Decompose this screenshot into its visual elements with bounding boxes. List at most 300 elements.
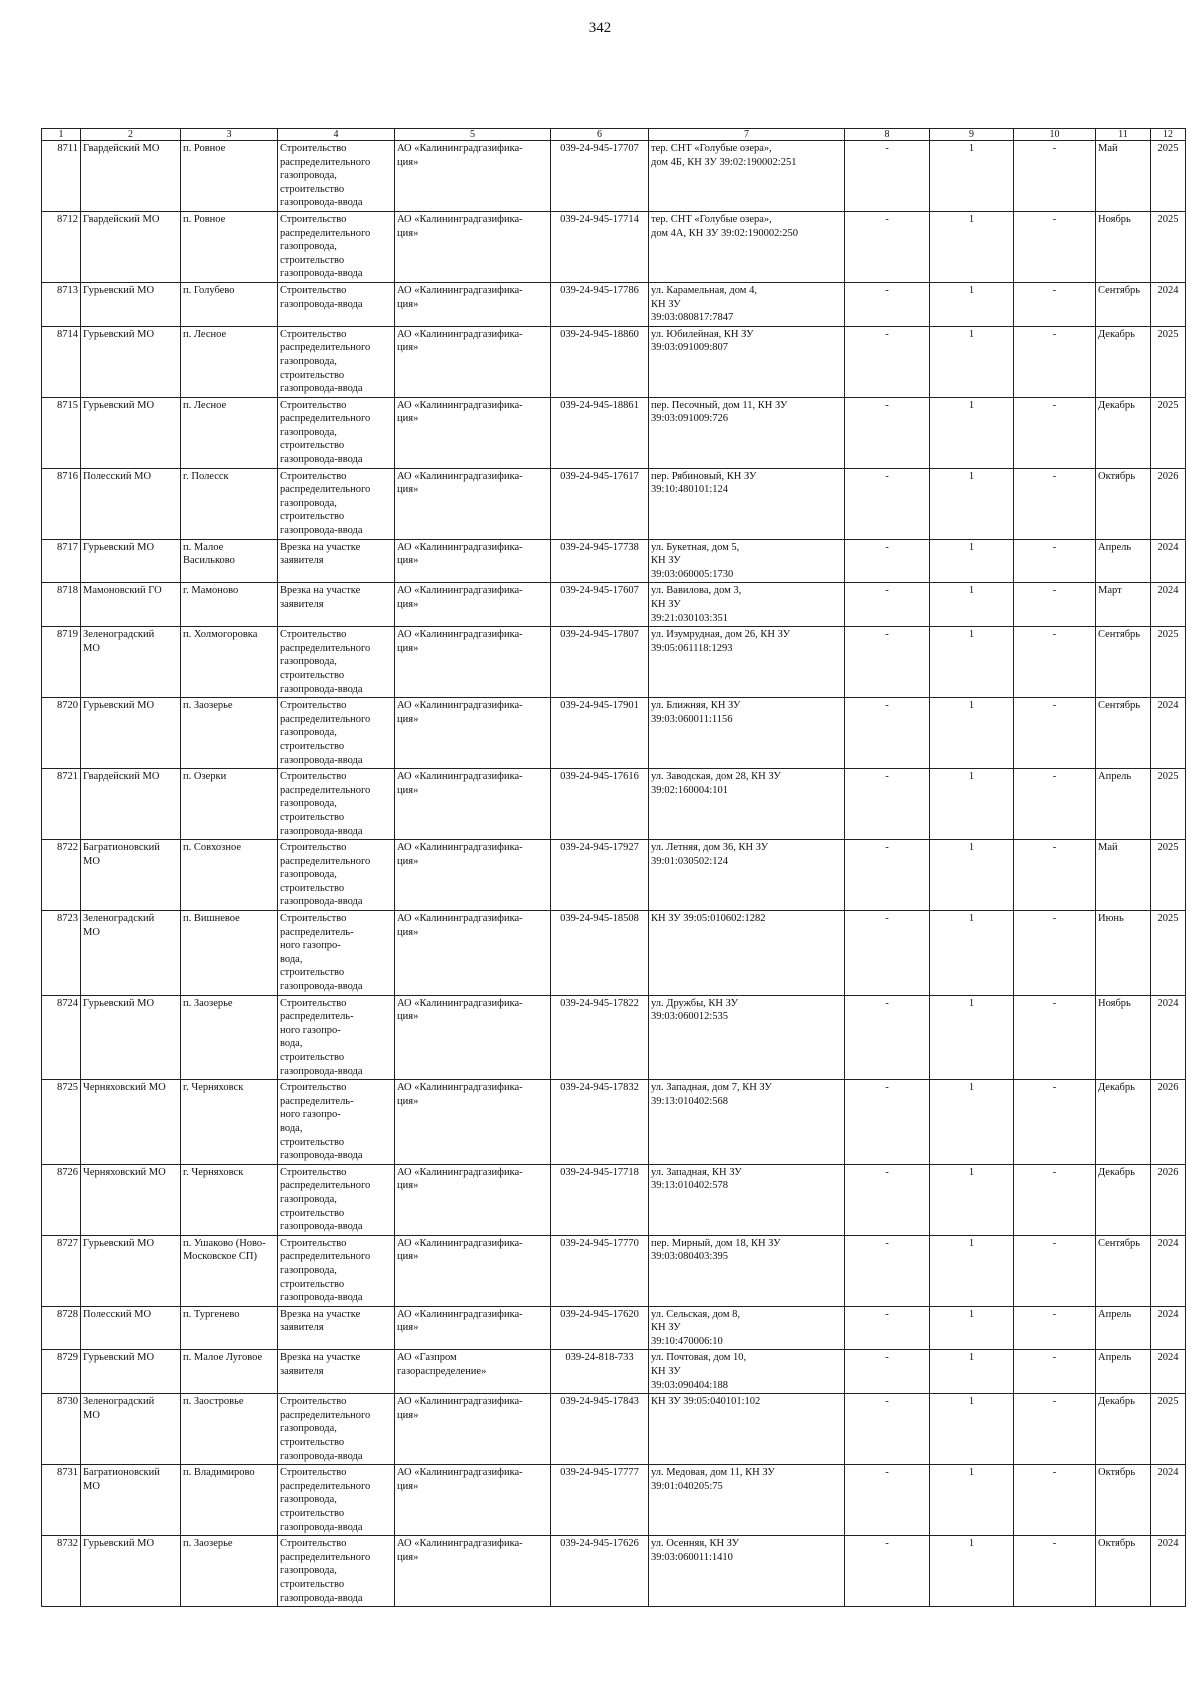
work-type: Врезка на участке заявителя [278, 539, 395, 583]
row-number: 8720 [42, 698, 81, 769]
year: 2025 [1151, 769, 1186, 840]
address: ул. Букетная, дом 5, КН ЗУ 39:03:060005:1730 [649, 539, 845, 583]
application-number: 039-24-945-17707 [551, 141, 649, 212]
column-8-value: - [845, 468, 930, 539]
settlement: п. Тургенево [181, 1306, 278, 1350]
address: ул. Карамельная, дом 4, КН ЗУ 39:03:080817:7847 [649, 282, 845, 326]
month: Ноябрь [1096, 211, 1151, 282]
application-number: 039-24-945-18860 [551, 326, 649, 397]
column-9-value: 1 [930, 1465, 1014, 1536]
column-8-value: - [845, 1164, 930, 1235]
municipality: Гвардейский МО [81, 211, 181, 282]
month: Декабрь [1096, 397, 1151, 468]
table-row [42, 769, 1186, 840]
year: 2026 [1151, 468, 1186, 539]
row-number: 8730 [42, 1394, 81, 1465]
municipality: Гурьевский МО [81, 1350, 181, 1394]
table-row [42, 995, 1186, 1080]
organization: АО «Калининградгазифика- ция» [395, 211, 551, 282]
application-number: 039-24-945-17807 [551, 627, 649, 698]
column-9-value: 1 [930, 282, 1014, 326]
address: ул. Медовая, дом 11, КН ЗУ 39:01:040205:75 [649, 1465, 845, 1536]
row-number: 8728 [42, 1306, 81, 1350]
column-9-value: 1 [930, 1350, 1014, 1394]
column-9-value: 1 [930, 468, 1014, 539]
column-8-value: - [845, 397, 930, 468]
month: Октябрь [1096, 1536, 1151, 1607]
table-row [42, 1350, 1186, 1394]
table-row [42, 1536, 1186, 1607]
address: пер. Рябиновый, КН ЗУ 39:10:480101:124 [649, 468, 845, 539]
row-number: 8716 [42, 468, 81, 539]
municipality: Гурьевский МО [81, 698, 181, 769]
work-type: Строительство распределительного газопровода, строительство газопровода-ввода [278, 141, 395, 212]
organization: АО «Калининградгазифика- ция» [395, 1536, 551, 1607]
settlement: п. Ушаково (Ново- Московское СП) [181, 1235, 278, 1306]
column-9-value: 1 [930, 995, 1014, 1080]
address: ул. Западная, КН ЗУ 39:13:010402:578 [649, 1164, 845, 1235]
year: 2025 [1151, 1394, 1186, 1465]
row-number: 8714 [42, 326, 81, 397]
organization: АО «Газпром газораспределение» [395, 1350, 551, 1394]
column-10-value: - [1014, 1164, 1096, 1235]
work-type: Строительство распределитель- ного газопро- вода, строительство газопровода-ввода [278, 911, 395, 996]
organization: АО «Калининградгазифика- ция» [395, 326, 551, 397]
month: Июнь [1096, 911, 1151, 996]
column-number: 1 [42, 129, 81, 141]
application-number: 039-24-945-17786 [551, 282, 649, 326]
settlement: п. Лесное [181, 326, 278, 397]
settlement: г. Черняховск [181, 1164, 278, 1235]
row-number: 8724 [42, 995, 81, 1080]
column-10-value: - [1014, 769, 1096, 840]
municipality: Гурьевский МО [81, 282, 181, 326]
settlement: г. Черняховск [181, 1080, 278, 1165]
column-9-value: 1 [930, 627, 1014, 698]
application-number: 039-24-945-17901 [551, 698, 649, 769]
organization: АО «Калининградгазифика- ция» [395, 911, 551, 996]
address: ул. Почтовая, дом 10, КН ЗУ 39:03:090404:188 [649, 1350, 845, 1394]
work-type: Строительство распределитель- ного газопро- вода, строительство газопровода-ввода [278, 1080, 395, 1165]
row-number: 8727 [42, 1235, 81, 1306]
work-type: Строительство распределительного газопровода, строительство газопровода-ввода [278, 698, 395, 769]
table-row [42, 1394, 1186, 1465]
column-number-row [42, 129, 1186, 141]
column-9-value: 1 [930, 397, 1014, 468]
row-number: 8726 [42, 1164, 81, 1235]
month: Декабрь [1096, 1394, 1151, 1465]
settlement: п. Малое Луговое [181, 1350, 278, 1394]
application-number: 039-24-945-17777 [551, 1465, 649, 1536]
month: Март [1096, 583, 1151, 627]
column-8-value: - [845, 698, 930, 769]
municipality: Зеленоградский МО [81, 1394, 181, 1465]
month: Апрель [1096, 769, 1151, 840]
row-number: 8711 [42, 141, 81, 212]
row-number: 8731 [42, 1465, 81, 1536]
month: Апрель [1096, 1306, 1151, 1350]
organization: АО «Калининградгазифика- ция» [395, 1164, 551, 1235]
work-type: Строительство распределительного газопровода, строительство газопровода-ввода [278, 1235, 395, 1306]
column-10-value: - [1014, 282, 1096, 326]
column-9-value: 1 [930, 1306, 1014, 1350]
table-body [42, 129, 1186, 1607]
year: 2025 [1151, 627, 1186, 698]
settlement: п. Холмогоровка [181, 627, 278, 698]
column-10-value: - [1014, 1394, 1096, 1465]
organization: АО «Калининградгазифика- ция» [395, 397, 551, 468]
application-number: 039-24-945-17738 [551, 539, 649, 583]
organization: АО «Калининградгазифика- ция» [395, 627, 551, 698]
application-number: 039-24-945-18508 [551, 911, 649, 996]
column-8-value: - [845, 326, 930, 397]
application-number: 039-24-945-17770 [551, 1235, 649, 1306]
application-number: 039-24-945-17616 [551, 769, 649, 840]
column-8-value: - [845, 1394, 930, 1465]
month: Декабрь [1096, 1164, 1151, 1235]
month: Май [1096, 141, 1151, 212]
column-number: 4 [278, 129, 395, 141]
municipality: Полесский МО [81, 468, 181, 539]
column-8-value: - [845, 995, 930, 1080]
work-type: Строительство распределительного газопровода, строительство газопровода-ввода [278, 627, 395, 698]
column-number: 6 [551, 129, 649, 141]
column-10-value: - [1014, 1465, 1096, 1536]
column-10-value: - [1014, 1306, 1096, 1350]
column-number: 10 [1014, 129, 1096, 141]
organization: АО «Калининградгазифика- ция» [395, 995, 551, 1080]
municipality: Багратионовский МО [81, 1465, 181, 1536]
table-row [42, 1235, 1186, 1306]
row-number: 8717 [42, 539, 81, 583]
column-10-value: - [1014, 583, 1096, 627]
column-10-value: - [1014, 995, 1096, 1080]
column-number: 2 [81, 129, 181, 141]
month: Октябрь [1096, 468, 1151, 539]
municipality: Гурьевский МО [81, 326, 181, 397]
column-9-value: 1 [930, 698, 1014, 769]
municipality: Гурьевский МО [81, 1536, 181, 1607]
month: Апрель [1096, 1350, 1151, 1394]
organization: АО «Калининградгазифика- ция» [395, 1080, 551, 1165]
organization: АО «Калининградгазифика- ция» [395, 1394, 551, 1465]
column-8-value: - [845, 627, 930, 698]
row-number: 8721 [42, 769, 81, 840]
column-10-value: - [1014, 1235, 1096, 1306]
column-9-value: 1 [930, 911, 1014, 996]
column-9-value: 1 [930, 1235, 1014, 1306]
settlement: п. Малое Васильково [181, 539, 278, 583]
address: ул. Изумрудная, дом 26, КН ЗУ 39:05:061118:1293 [649, 627, 845, 698]
column-10-value: - [1014, 1536, 1096, 1607]
address: тер. СНТ «Голубые озера», дом 4А, КН ЗУ 39:02:190002:250 [649, 211, 845, 282]
application-number: 039-24-945-17718 [551, 1164, 649, 1235]
address: КН ЗУ 39:05:010602:1282 [649, 911, 845, 996]
year: 2024 [1151, 1536, 1186, 1607]
work-type: Строительство распределительного газопровода, строительство газопровода-ввода [278, 1394, 395, 1465]
table-row [42, 282, 1186, 326]
address: тер. СНТ «Голубые озера», дом 4Б, КН ЗУ 39:02:190002:251 [649, 141, 845, 212]
column-8-value: - [845, 1350, 930, 1394]
application-number: 039-24-818-733 [551, 1350, 649, 1394]
row-number: 8712 [42, 211, 81, 282]
organization: АО «Калининградгазифика- ция» [395, 1465, 551, 1536]
municipality: Гвардейский МО [81, 769, 181, 840]
settlement: п. Заозерье [181, 1536, 278, 1607]
column-9-value: 1 [930, 539, 1014, 583]
column-8-value: - [845, 1536, 930, 1607]
column-10-value: - [1014, 141, 1096, 212]
year: 2025 [1151, 326, 1186, 397]
row-number: 8715 [42, 397, 81, 468]
municipality: Багратионовский МО [81, 840, 181, 911]
column-8-value: - [845, 840, 930, 911]
column-10-value: - [1014, 539, 1096, 583]
row-number: 8732 [42, 1536, 81, 1607]
address: КН ЗУ 39:05:040101:102 [649, 1394, 845, 1465]
column-10-value: - [1014, 1350, 1096, 1394]
organization: АО «Калининградгазифика- ция» [395, 141, 551, 212]
work-type: Строительство распределительного газопровода, строительство газопровода-ввода [278, 769, 395, 840]
month: Ноябрь [1096, 995, 1151, 1080]
year: 2026 [1151, 1080, 1186, 1165]
column-8-value: - [845, 911, 930, 996]
month: Апрель [1096, 539, 1151, 583]
month: Сентябрь [1096, 698, 1151, 769]
year: 2025 [1151, 397, 1186, 468]
work-type: Врезка на участке заявителя [278, 1350, 395, 1394]
year: 2024 [1151, 583, 1186, 627]
month: Декабрь [1096, 1080, 1151, 1165]
work-type: Врезка на участке заявителя [278, 583, 395, 627]
address: ул. Дружбы, КН ЗУ 39:03:060012:535 [649, 995, 845, 1080]
column-number: 7 [649, 129, 845, 141]
application-number: 039-24-945-17832 [551, 1080, 649, 1165]
column-8-value: - [845, 141, 930, 212]
year: 2024 [1151, 1306, 1186, 1350]
column-number: 3 [181, 129, 278, 141]
table-row [42, 911, 1186, 996]
column-8-value: - [845, 1235, 930, 1306]
application-number: 039-24-945-17620 [551, 1306, 649, 1350]
column-9-value: 1 [930, 1164, 1014, 1235]
organization: АО «Калининградгазифика- ция» [395, 1235, 551, 1306]
municipality: Гурьевский МО [81, 397, 181, 468]
year: 2025 [1151, 211, 1186, 282]
table-row [42, 539, 1186, 583]
application-number: 039-24-945-17822 [551, 995, 649, 1080]
month: Сентябрь [1096, 1235, 1151, 1306]
address: ул. Ближняя, КН ЗУ 39:03:060011:1156 [649, 698, 845, 769]
settlement: п. Голубево [181, 282, 278, 326]
year: 2024 [1151, 1465, 1186, 1536]
column-10-value: - [1014, 911, 1096, 996]
address: ул. Вавилова, дом 3, КН ЗУ 39:21:030103:351 [649, 583, 845, 627]
page-number: 342 [588, 20, 612, 36]
column-10-value: - [1014, 840, 1096, 911]
column-9-value: 1 [930, 1536, 1014, 1607]
column-number: 5 [395, 129, 551, 141]
municipality: Гурьевский МО [81, 995, 181, 1080]
address: пер. Мирный, дом 18, КН ЗУ 39:03:080403:395 [649, 1235, 845, 1306]
column-8-value: - [845, 583, 930, 627]
application-number: 039-24-945-17607 [551, 583, 649, 627]
address: ул. Осенняя, КН ЗУ 39:03:060011:1410 [649, 1536, 845, 1607]
table-row [42, 583, 1186, 627]
month: Октябрь [1096, 1465, 1151, 1536]
table-row [42, 1465, 1186, 1536]
address: ул. Западная, дом 7, КН ЗУ 39:13:010402:568 [649, 1080, 845, 1165]
application-number: 039-24-945-17714 [551, 211, 649, 282]
column-9-value: 1 [930, 840, 1014, 911]
year: 2024 [1151, 282, 1186, 326]
column-8-value: - [845, 1306, 930, 1350]
row-number: 8729 [42, 1350, 81, 1394]
application-number: 039-24-945-17617 [551, 468, 649, 539]
column-10-value: - [1014, 627, 1096, 698]
work-type: Строительство распределительного газопровода, строительство газопровода-ввода [278, 468, 395, 539]
work-type: Строительство распределительного газопровода, строительство газопровода-ввода [278, 1164, 395, 1235]
year: 2025 [1151, 141, 1186, 212]
year: 2025 [1151, 911, 1186, 996]
organization: АО «Калининградгазифика- ция» [395, 583, 551, 627]
work-type: Строительство газопровода-ввода [278, 282, 395, 326]
year: 2024 [1151, 1235, 1186, 1306]
settlement: п. Заозерье [181, 995, 278, 1080]
row-number: 8718 [42, 583, 81, 627]
organization: АО «Калининградгазифика- ция» [395, 539, 551, 583]
settlement: п. Владимирово [181, 1465, 278, 1536]
column-8-value: - [845, 1080, 930, 1165]
organization: АО «Калининградгазифика- ция» [395, 1306, 551, 1350]
settlement: п. Ровное [181, 141, 278, 212]
table-row [42, 1080, 1186, 1165]
column-10-value: - [1014, 1080, 1096, 1165]
municipality: Гвардейский МО [81, 141, 181, 212]
organization: АО «Калининградгазифика- ция» [395, 282, 551, 326]
column-number: 9 [930, 129, 1014, 141]
column-9-value: 1 [930, 141, 1014, 212]
work-type: Строительство распределительного газопровода, строительство газопровода-ввода [278, 326, 395, 397]
work-type: Строительство распределительного газопровода, строительство газопровода-ввода [278, 1465, 395, 1536]
column-9-value: 1 [930, 583, 1014, 627]
column-9-value: 1 [930, 326, 1014, 397]
settlement: п. Ровное [181, 211, 278, 282]
organization: АО «Калининградгазифика- ция» [395, 698, 551, 769]
settlement: п. Заостровье [181, 1394, 278, 1465]
municipality: Зеленоградский МО [81, 911, 181, 996]
municipality: Черняховский МО [81, 1080, 181, 1165]
settlement: п. Вишневое [181, 911, 278, 996]
application-number: 039-24-945-17843 [551, 1394, 649, 1465]
column-9-value: 1 [930, 769, 1014, 840]
address: ул. Юбилейная, КН ЗУ 39:03:091009:807 [649, 326, 845, 397]
table-row [42, 698, 1186, 769]
year: 2024 [1151, 698, 1186, 769]
settlement: п. Озерки [181, 769, 278, 840]
column-10-value: - [1014, 326, 1096, 397]
column-number: 12 [1151, 129, 1186, 141]
row-number: 8723 [42, 911, 81, 996]
application-number: 039-24-945-17626 [551, 1536, 649, 1607]
month: Декабрь [1096, 326, 1151, 397]
column-8-value: - [845, 769, 930, 840]
organization: АО «Калининградгазифика- ция» [395, 840, 551, 911]
column-10-value: - [1014, 468, 1096, 539]
address: ул. Заводская, дом 28, КН ЗУ 39:02:160004:101 [649, 769, 845, 840]
municipality: Мамоновский ГО [81, 583, 181, 627]
year: 2025 [1151, 840, 1186, 911]
column-8-value: - [845, 539, 930, 583]
application-number: 039-24-945-18861 [551, 397, 649, 468]
column-9-value: 1 [930, 211, 1014, 282]
table-row [42, 1164, 1186, 1235]
column-10-value: - [1014, 397, 1096, 468]
column-10-value: - [1014, 698, 1096, 769]
work-type: Строительство распределительного газопровода, строительство газопровода-ввода [278, 397, 395, 468]
row-number: 8725 [42, 1080, 81, 1165]
gasification-table [41, 128, 1186, 1607]
table-row [42, 326, 1186, 397]
settlement: г. Мамоново [181, 583, 278, 627]
settlement: г. Полесск [181, 468, 278, 539]
work-type: Врезка на участке заявителя [278, 1306, 395, 1350]
table-row [42, 141, 1186, 212]
table-row [42, 211, 1186, 282]
work-type: Строительство распределитель- ного газопро- вода, строительство газопровода-ввода [278, 995, 395, 1080]
municipality: Гурьевский МО [81, 1235, 181, 1306]
column-number: 8 [845, 129, 930, 141]
column-8-value: - [845, 1465, 930, 1536]
month: Сентябрь [1096, 627, 1151, 698]
application-number: 039-24-945-17927 [551, 840, 649, 911]
address: пер. Песочный, дом 11, КН ЗУ 39:03:091009:726 [649, 397, 845, 468]
column-8-value: - [845, 282, 930, 326]
table-row [42, 627, 1186, 698]
municipality: Черняховский МО [81, 1164, 181, 1235]
table-row [42, 397, 1186, 468]
year: 2024 [1151, 539, 1186, 583]
work-type: Строительство распределительного газопровода, строительство газопровода-ввода [278, 840, 395, 911]
work-type: Строительство распределительного газопровода, строительство газопровода-ввода [278, 211, 395, 282]
column-9-value: 1 [930, 1080, 1014, 1165]
municipality: Полесский МО [81, 1306, 181, 1350]
row-number: 8719 [42, 627, 81, 698]
month: Май [1096, 840, 1151, 911]
work-type: Строительство распределительного газопровода, строительство газопровода-ввода [278, 1536, 395, 1607]
table-row [42, 468, 1186, 539]
municipality: Зеленоградский МО [81, 627, 181, 698]
column-8-value: - [845, 211, 930, 282]
settlement: п. Лесное [181, 397, 278, 468]
organization: АО «Калининградгазифика- ция» [395, 769, 551, 840]
row-number: 8722 [42, 840, 81, 911]
municipality: Гурьевский МО [81, 539, 181, 583]
year: 2024 [1151, 995, 1186, 1080]
address: ул. Сельская, дом 8, КН ЗУ 39:10:470006:10 [649, 1306, 845, 1350]
column-10-value: - [1014, 211, 1096, 282]
table-row [42, 1306, 1186, 1350]
row-number: 8713 [42, 282, 81, 326]
month: Сентябрь [1096, 282, 1151, 326]
address: ул. Летняя, дом 36, КН ЗУ 39:01:030502:124 [649, 840, 845, 911]
settlement: п. Совхозное [181, 840, 278, 911]
year: 2026 [1151, 1164, 1186, 1235]
table-row [42, 840, 1186, 911]
settlement: п. Заозерье [181, 698, 278, 769]
year: 2024 [1151, 1350, 1186, 1394]
column-number: 11 [1096, 129, 1151, 141]
